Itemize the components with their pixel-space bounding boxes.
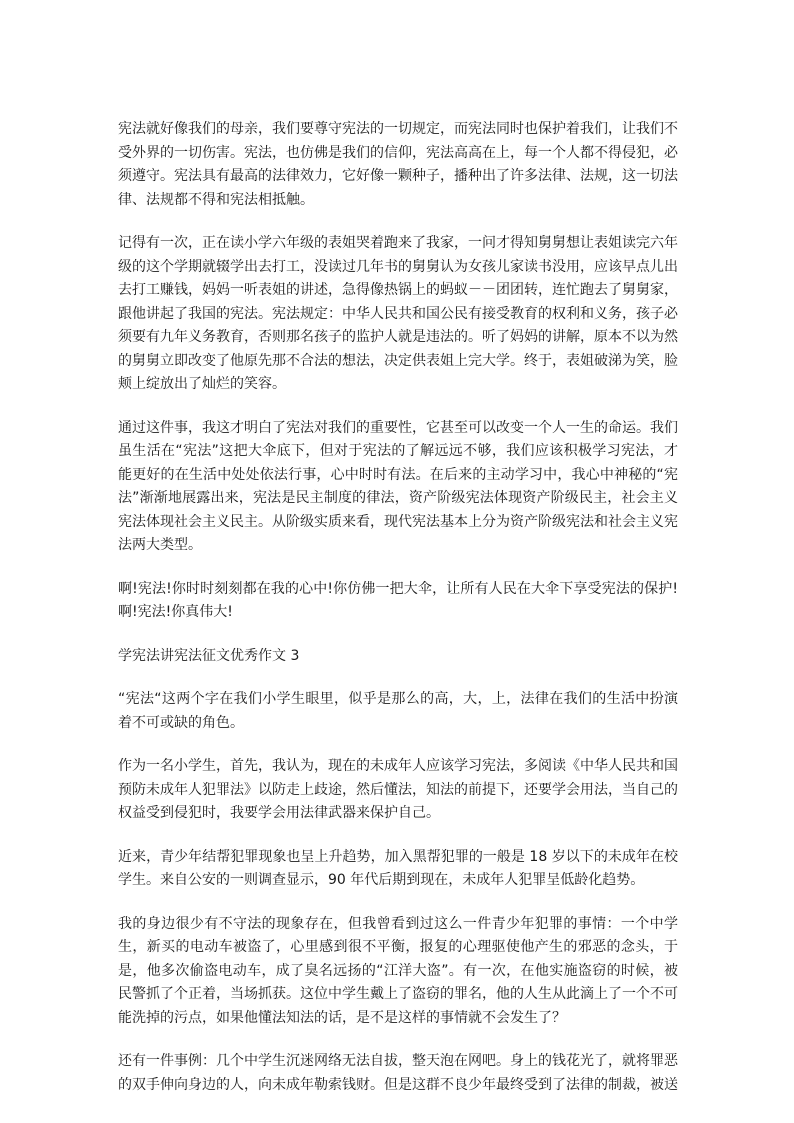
section-title: 学宪法讲宪法征文优秀作文 3	[118, 647, 300, 664]
paragraph-constitution-mother: 宪法就好像我们的母亲，我们要尊守宪法的一切规定，而宪法同时也保护着我们，让我们不受外界的一切伤害。宪法，也仿佛是我们的信仰，宪法高高在上，每一个人都不得侵犯，必须遵守。宪法具有最高的法律效力，它好像一颗种子，播种出了许多法律、法规，这一切法律、法规都不得和宪法相抵触。	[118, 121, 678, 208]
paragraph-cousin-story: 记得有一次，正在读小学六年级的表姐哭着跑来了我家，一问才得知舅舅想让表姐读完六年级的这个学期就辍学出去打工，没读过几年书的舅舅认为女孩儿家读书没用，应该早点儿出去打工赚钱，妈妈一听表姐的讲述，急得像热锅上的蚂蚁－－团团转，连忙跑去了舅舅家，跟他讲起了我国的宪法。宪法规定：中华人民共和国公民有接受教育的权利和义务，孩子必须要有九年义务教育，否则那名孩子的监护人就是违法的。听了妈妈的讲解，原本不以为然的舅舅立即改变了他原先那不合法的想法，决定供表姐上完大学。终于，表姐破涕为笑，脸颊上绽放出了灿烂的笑容。	[118, 235, 678, 392]
paragraph-importance: 通过这件事，我这才明白了宪法对我们的重要性，它甚至可以改变一个人一生的命运。我们虽生活在“宪法”这把大伞底下，但对于宪法的了解远远不够，我们应该积极学习宪法，才能更好的在生活中处处依法行事，心中时时有法。在后来的主动学习中，我心中神秘的“宪法”渐渐地展露出来，宪法是民主制度的律法，资产阶级宪法体现资产阶级民主，社会主义宪法体现社会主义民主。从阶级实质来看，现代宪法基本上分为资产阶级宪法和社会主义宪法两大类型。	[118, 419, 678, 553]
paragraph-intro: “宪法“这两个字在我们小学生眼里，似乎是那么的高，大，上，法律在我们的生活中扮演着不可或缺的角色。	[118, 691, 678, 731]
paragraph-youth-crime-trend: 近来，青少年结帮犯罪现象也呈上升趋势，加入黑帮犯罪的一般是 18 岁以下的未成年在校学生。来自公安的一则调查显示，90 年代后期到现在，未成年人犯罪呈低龄化趋势。	[118, 848, 678, 888]
paragraph-internet-example: 还有一件事例：几个中学生沉迷网络无法自拔，整天泡在网吧。身上的钱花光了，就将罪恶的双手伸向身边的人，向未成年勒索钱财。但是这群不良少年最终受到了法律的制裁，被送	[118, 1053, 678, 1093]
paragraph-praise: 啊!宪法!你时时刻刻都在我的心中!你仿佛一把大伞，让所有人民在大伞下享受宪法的保护!啊!宪法!你真伟大!	[118, 580, 678, 620]
paragraph-student-duty: 作为一名小学生，首先，我认为，现在的未成年人应该学习宪法，多阅读《中华人民共和国预防未成年人犯罪法》以防走上歧途，然后懂法，知法的前提下，还要学会用法，当自己的权益受到侵犯时，我要学会用法律武器来保护自己。	[118, 758, 678, 821]
paragraph-theft-example: 我的身边很少有不守法的现象存在，但我曾看到过这么一件青少年犯罪的事情：一个中学生，新买的电动车被盗了，心里感到很不平衡，报复的心理驱使他产生的邪恶的念头，于是，他多次偷盗电动车，成了臭名远扬的“江洋大盗”。有一次，在他实施盗窃的时候，被民警抓了个正着，当场抓获。这位中学生戴上了盗窃的罪名，他的人生从此滴上了一个不可能洗掉的污点，如果他懂法知法的话，是不是这样的事情就不会发生了？	[118, 915, 678, 1026]
